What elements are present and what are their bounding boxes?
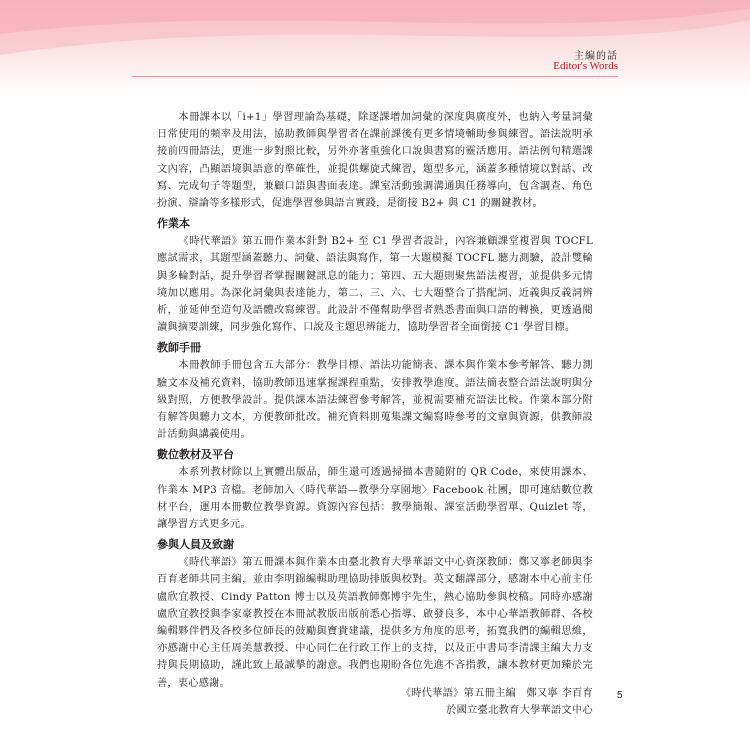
intro-paragraph: 本冊課本以「i+1」學習理論為基礎，除逐課增加詞彙的深度與廣度外，也納入考量詞彙日常使用的頻率及用法，協助教師與學習者在課前課後有更多情境輔助參與練習。語法說明承接前四冊語法，更進一步對照比較，另外亦著重強化口說與書寫的靈活應用。語法例句精選課文內容，凸顯語境與語意的準確性，並提供螺旋式練習，題型多元，涵蓋多種情境以對話、改寫、完成句子等題型，兼顧口語與書面表達。課室活動強調溝通與任務導向，包含調查、角色扮演、辯論等多樣形式，促進學習參與語言實踐，是銜接 B2+ 與 C1 的關鍵教材。 <box>157 112 593 210</box>
main-content <box>157 109 593 692</box>
section-body-teacher-manual: 本冊教師手冊包含五大部分：教學目標、語法功能簡表、課本與作業本參考解答、聽力測驗文本及補充資料，協助教師迅速掌握課程重點，安排教學進度。語法簡表整合語法說明與分級對照，方便教學設計。提供課本語法練習參考解答，並視需要補充語法比較。作業本部分附有解答與聽力文本，方便教師批改。補充資料則蒐集課文編寫時參考的文章與資源，供教師設計活動與講義使用。 <box>157 360 593 441</box>
header-title-en: Editor's Words <box>553 60 618 72</box>
section-body-workbook: 《時代華語》第五冊作業本針對 B2+ 至 C1 學習者設計，內容兼顧課堂複習與 TOCFL 應試需求，其題型涵蓋聽力、詞彙、語法與寫作，第一大題模擬 TOCFL 聽力測驗，設計雙輪與多輪對話，提升學習者掌握關鍵訊息的能力；第四、五大題則聚焦語法複習，並提供多元情境加以應用。為深化詞彙與表達能力，第二、三、六、七大題整合了搭配詞、近義與反義詞辨析，並延伸至造句及語體改寫練習。此設計不僅幫助學習者熟悉書面與口語的轉換，更透過閱讀與摘要訓練，同步強化寫作、口說及主題思辨能力，協助學習者全面銜接 C1 學習目標。 <box>157 236 593 334</box>
header-title-cn: 主編的話 <box>574 51 618 62</box>
page-number: 5 <box>617 690 623 701</box>
section-heading-acknowledgements: 參與人員及致謝 <box>157 538 234 552</box>
signature-block <box>401 685 593 719</box>
signature-affiliation: 於國立臺北教育大學華語文中心 <box>446 705 593 716</box>
header-divider <box>132 76 618 77</box>
header-band <box>0 0 750 95</box>
section-heading-workbook: 作業本 <box>157 217 190 231</box>
section-heading-digital: 數位教材及平台 <box>157 448 234 462</box>
section-heading-teacher-manual: 教師手冊 <box>157 341 201 355</box>
section-body-acknowledgements: 《時代華語》第五冊課本與作業本由臺北教育大學華語文中心資深教師：鄭又寧老師與李百育老師共同主編，並由李明錦編輯助理協助排版與校對。英文翻譯部分，感謝本中心前主任盧欣宜教授、Cindy Patton 博士以及英語教師鄭博宇先生，熱心協助參與校稿。同時亦感謝盧欣宜教授與李家豪教授在本冊試教版出版前悉心指導、啟發良多，本中心華語教師群、各校編輯夥伴們及各校多位師長的鼓勵與寶貴建議，提供多方角度的思考，拓寬我們的編輯思維，亦感謝中心主任周美慧教授、中心同仁在行政工作上的支持，以及正中書局李清課主編大力支持與長期協助，謹此致上最誠摯的謝意。我們也期盼各位先進不吝指教，讓本教材更加臻於完善，衷心感謝。 <box>157 557 593 689</box>
section-body-digital: 本系列教材除以上實體出版品，師生還可透過掃描本書隨附的 QR Code，來使用課本、作業本 MP3 音檔。老師加入〈時代華語—教學分享園地〉Facebook 社團，即可連結數位教材平台，運用本冊數位教學資源。資源內容包括：教學簡報、課室活動學習單、Quizlet 等，讓學習方式更多元。 <box>157 467 593 531</box>
signature-editors: 《時代華語》第五冊主編 鄭又寧 李百育 <box>400 688 593 699</box>
header-wave-decoration <box>0 0 750 95</box>
